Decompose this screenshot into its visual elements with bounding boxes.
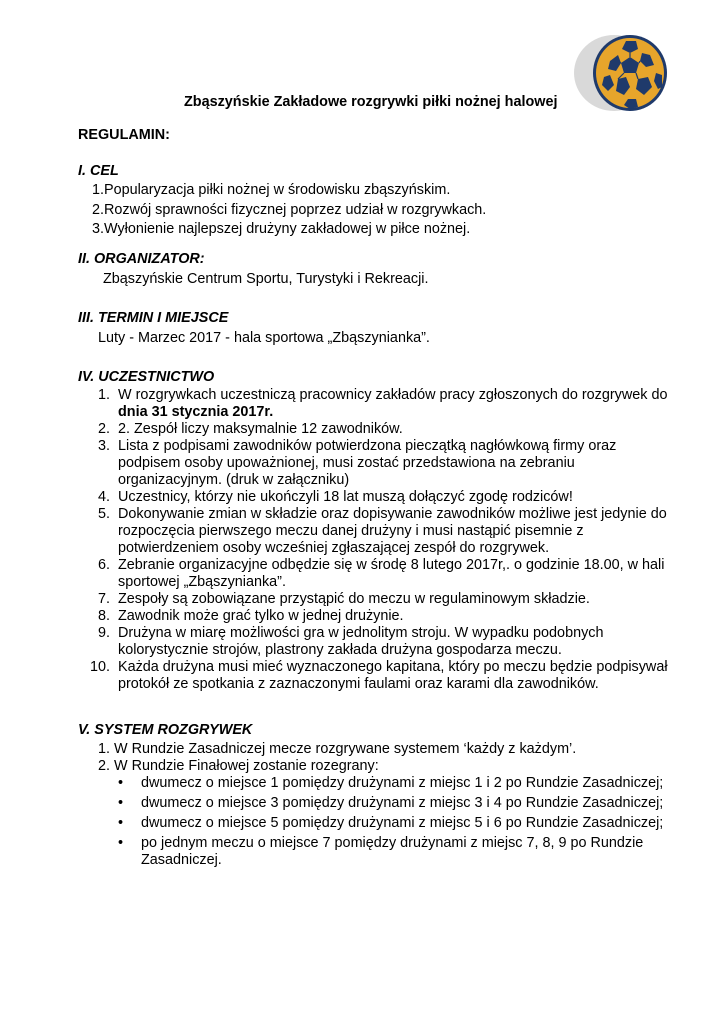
system-bullet-1: • dwumecz o miejsce 1 pomiędzy drużynami z miejsc 1 i 2 po Rundzie Zasadniczej;	[118, 775, 664, 791]
uczestnictwo-item-6: 6. Zebranie organizacyjne odbędzie się w środę 8 lutego 2017r,. o godzinie 18.00, w hali sportowej „Zbąszynianka”.	[98, 557, 665, 590]
organizator-text: Zbąszyńskie Centrum Sportu, Turystyki i Rekreacji.	[103, 271, 429, 287]
system-bullet-list	[115, 775, 675, 872]
bullet-icon: •	[118, 795, 124, 811]
section-cel-title: I. CEL	[78, 163, 119, 179]
football-ball-icon	[574, 33, 670, 113]
uczestnictwo-item-10: 10. Każda drużyna musi mieć wyznaczonego kapitana, który po meczu będzie podpisywał protokół ze spotkania z zaznaczonymi faulami oraz karami dla zawodników.	[90, 659, 668, 692]
system-bullet-4: • po jednym meczu o miejsce 7 pomiędzy drużynami z miejsc 7, 8, 9 po Rundzie Zasadniczej.	[118, 835, 644, 868]
system-item-2: 2. W Rundzie Finałowej zostanie rozegrany:	[98, 758, 379, 774]
bullet-icon: •	[118, 775, 124, 791]
section-organizator-title: II. ORGANIZATOR:	[78, 251, 205, 267]
regulamin-heading: REGULAMIN:	[78, 127, 170, 143]
uczestnictwo-item-3: 3. Lista z podpisami zawodników potwierdzona pieczątką nagłówkową firmy oraz podpisem osoby upoważnionej, musi zostać przedstawiona na zebraniu organizacyjnym. (druk w załączniku)	[98, 438, 617, 488]
section-termin-title: III. TERMIN I MIEJSCE	[78, 310, 229, 326]
section-uczestnictwo-title: IV. UCZESTNICTWO	[78, 369, 215, 385]
document-title: Zbąszyńskie Zakładowe rozgrywki piłki nożnej halowej	[184, 94, 558, 110]
deadline-date: dnia 31 stycznia 2017r.	[118, 404, 274, 420]
uczestnictwo-item-2: 2. 2. Zespół liczy maksymalnie 12 zawodników.	[98, 421, 403, 437]
section-system-title: V. SYSTEM ROZGRYWEK	[78, 722, 253, 738]
uczestnictwo-item-8: 8. Zawodnik może grać tylko w jednej drużynie.	[98, 608, 404, 624]
system-bullet-3: • dwumecz o miejsce 5 pomiędzy drużynami z miejsc 5 i 6 po Rundzie Zasadniczej;	[118, 815, 664, 831]
uczestnictwo-item-1: 1. W rozgrywkach uczestniczą pracownicy zakładów pracy zgłoszonych do rozgrywek do dnia 31 stycznia 2017r.	[98, 387, 668, 420]
cel-item-1: 1.Popularyzacja piłki nożnej w środowisku zbąszyńskim.	[92, 182, 451, 198]
system-bullet-2: • dwumecz o miejsce 3 pomiędzy drużynami z miejsc 3 i 4 po Rundzie Zasadniczej;	[118, 795, 664, 811]
cel-item-2: 2.Rozwój sprawności fizycznej poprzez udział w rozgrywkach.	[92, 202, 487, 218]
uczestnictwo-item-4: 4. Uczestnicy, którzy nie ukończyli 18 lat muszą dołączyć zgodę rodziców!	[98, 489, 573, 505]
termin-text: Luty - Marzec 2017 - hala sportowa „Zbąszynianka”.	[98, 330, 430, 346]
uczestnictwo-item-9: 9. Drużyna w miarę możliwości gra w jednolitym stroju. W wypadku podobnych kolorystycznie strojów, plastrony zakłada drużyna gospodarza meczu.	[98, 625, 604, 658]
uczestnictwo-item-7: 7. Zespoły są zobowiązane przystąpić do meczu w regulaminowym składzie.	[98, 591, 590, 607]
system-item-1: 1. W Rundzie Zasadniczej mecze rozgrywane systemem ‘każdy z każdym’.	[98, 741, 577, 757]
bullet-icon: •	[118, 835, 124, 851]
cel-item-3: 3.Wyłonienie najlepszej drużyny zakładowej w piłce nożnej.	[92, 221, 471, 237]
uczestnictwo-list	[90, 387, 678, 693]
uczestnictwo-item-5: 5. Dokonywanie zmian w składzie oraz dopisywanie zawodników możliwe jest jedynie do rozpoczęcia pierwszego meczu danej drużyny i musi nastąpić pisemnie z potwierdzeniem osoby wcześniej zgłaszającej zespół do rozgrywek.	[98, 506, 667, 556]
bullet-icon: •	[118, 815, 124, 831]
